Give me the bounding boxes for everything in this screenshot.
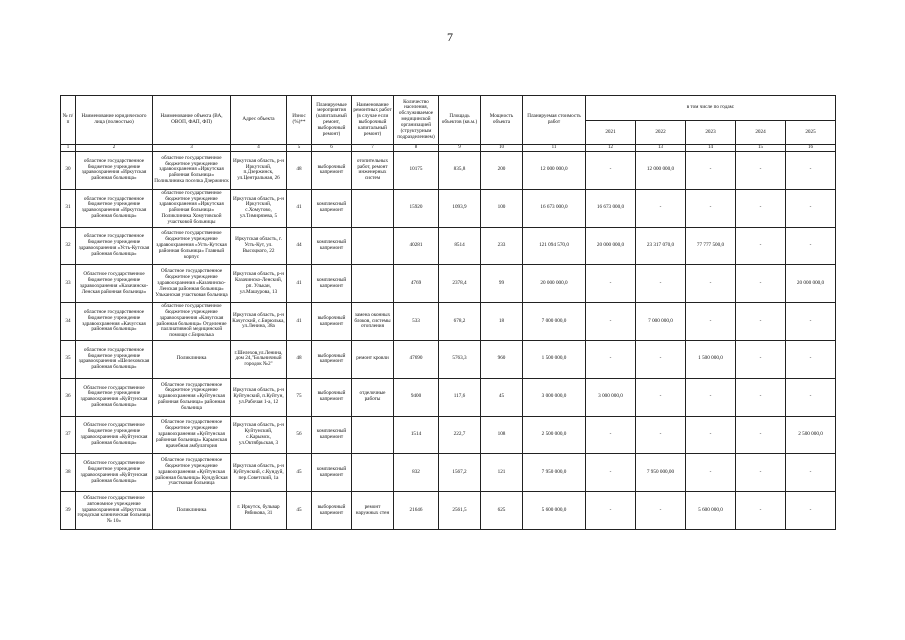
planned-cost: 16 673 000,0 (523, 189, 586, 227)
population: 21646 (394, 492, 439, 530)
object-address: г. Иркутск, бульвар Рябикова, 31 (231, 492, 287, 530)
object-address: Иркутская область, р-н Иркутский, с.Хомутово, ул.Тимирязева, 5 (231, 189, 287, 227)
capacity: 108 (481, 416, 523, 454)
population: 15920 (394, 189, 439, 227)
object-name: областное государственное бюджетное учреждение здравоохранения «Качугская районная больница» Отделение паллиативной медицинской помощи с.Бирюлька (153, 303, 231, 341)
table-row (61, 189, 836, 227)
cost-2022: - (636, 265, 686, 303)
planned-cost: 7 000 000,0 (523, 303, 586, 341)
capacity: 121 (481, 454, 523, 492)
object-address: Иркутская область, г. Усть-Кут, ул. Высоцкого, 22 (231, 227, 287, 265)
cost-2024: - (736, 340, 786, 378)
cost-2025: 20 000 000,0 (786, 265, 836, 303)
wear-percent: 45 (287, 492, 312, 530)
org-name: областное государственное бюджетное учреждение здравоохранения «Усть-Кутская районная больница» (76, 227, 153, 265)
header-year-2024: 2024 (736, 121, 786, 145)
table-row (61, 152, 836, 190)
org-name: Областное государственное бюджетное учреждение здравоохранения «Куйтунская районная больница» (76, 454, 153, 492)
population: 9400 (394, 378, 439, 416)
table-body (61, 152, 836, 530)
planned-measure: выборочный капремонт (312, 152, 352, 190)
row-number: 30 (61, 152, 76, 190)
wear-percent: 45 (287, 454, 312, 492)
cost-2023: 1 500 000,0 (686, 340, 736, 378)
header-years-group: в том числе по годам: (586, 96, 836, 121)
object-address: Иркутская область, р-н Качугский, с.Бирюлька, ул.Ленина, 38а (231, 303, 287, 341)
row-number: 36 (61, 378, 76, 416)
cost-2024: - (736, 416, 786, 454)
cost-2023: - (686, 416, 736, 454)
cost-2023: - (686, 189, 736, 227)
cost-2021: - (586, 454, 636, 492)
population: 533 (394, 303, 439, 341)
cost-2023: - (686, 152, 736, 190)
planned-cost: 12 000 000,0 (523, 152, 586, 190)
object-address: Иркутская область, р-н Куйтунский, п.Куйтун, ул.Рабочая 1-а, 12 (231, 378, 287, 416)
area: 2561,5 (439, 492, 481, 530)
org-name: Областное государственное бюджетное учреждение здравоохранения «Казачинско-Ленская районная больница» (76, 265, 153, 303)
column-number: 4 (231, 145, 287, 152)
wear-percent: 48 (287, 340, 312, 378)
wear-percent: 41 (287, 189, 312, 227)
cost-2021: - (586, 416, 636, 454)
capacity: 200 (481, 152, 523, 190)
cost-2025: - (786, 492, 836, 530)
works-description: замена оконных блоков, системы отопления (352, 303, 394, 341)
table-row (61, 303, 836, 341)
planned-measure: комплексный капремонт (312, 416, 352, 454)
header-area: Площадь объектов (кв.м.) (439, 96, 481, 145)
cost-2022: 12 000 000,0 (636, 152, 686, 190)
population: 832 (394, 454, 439, 492)
header-row-1 (61, 96, 836, 121)
cost-2023: - (686, 378, 736, 416)
planned-measure: комплексный капремонт (312, 227, 352, 265)
works-description: ремонт кровли (352, 340, 394, 378)
planned-cost: 2 500 000,0 (523, 416, 586, 454)
area: 5763,3 (439, 340, 481, 378)
area: 1567,2 (439, 454, 481, 492)
header-year-2021: 2021 (586, 121, 636, 145)
object-name: областное государственное бюджетное учреждение здравоохранения «Иркутская районная больница» Поликлиника поселка Дзержинск (153, 152, 231, 190)
cost-2021: 3 000 000,0 (586, 378, 636, 416)
header-org: Наименование юридического лица (полностью) (76, 96, 153, 145)
cost-2021: - (586, 492, 636, 530)
capacity: 18 (481, 303, 523, 341)
org-name: областное государственное бюджетное учреждение здравоохранения «Иркутская районная больница» (76, 189, 153, 227)
object-name: Областное государственное бюджетное учреждение здравоохранения «Куйтунская районная больница» Кундуйская участковая больница (153, 454, 231, 492)
capacity: 100 (481, 189, 523, 227)
planned-cost: 121 094 570,0 (523, 227, 586, 265)
org-name: областное государственное бюджетное учреждение здравоохранения «Иркутская районная больница» (76, 152, 153, 190)
cost-2021: - (586, 152, 636, 190)
object-name: областное государственное бюджетное учреждение здравоохранения «Иркутская районная больница» Поликлиника Хомутовской участковой больницы (153, 189, 231, 227)
area: 835,8 (439, 152, 481, 190)
column-number-row (61, 145, 836, 152)
works-description: ремонт наружных стен (352, 492, 394, 530)
cost-2023: 5 600 000,0 (686, 492, 736, 530)
population: 10175 (394, 152, 439, 190)
planned-measure: выборочный капремонт (312, 492, 352, 530)
object-address: г.Шелехов,ул.Ленина, дом 24,"Больничный городок №2" (231, 340, 287, 378)
object-address: Иркутская область, р-н Куйтунский, с.Карымск, ул.Октябрьская, 3 (231, 416, 287, 454)
object-address: Иркутская область, р-н Иркутский, п.Дзержинск, ул.Центральная, 26 (231, 152, 287, 190)
object-name: Поликлиника (153, 492, 231, 530)
column-number: 5 (287, 145, 312, 152)
cost-2024: - (736, 303, 786, 341)
cost-2025: - (786, 378, 836, 416)
cost-2022: 7 000 000,0 (636, 303, 686, 341)
header-plan: Планируемые мероприятия (капитальный ремонт, выборочный ремонт) (312, 96, 352, 145)
cost-2024: - (736, 227, 786, 265)
cost-2025: - (786, 152, 836, 190)
works-description: отделочные работы (352, 378, 394, 416)
cost-2025: - (786, 189, 836, 227)
column-number: 16 (786, 145, 836, 152)
column-number: 14 (686, 145, 736, 152)
column-number: 8 (394, 145, 439, 152)
row-number: 37 (61, 416, 76, 454)
column-number: 11 (523, 145, 586, 152)
header-year-2022: 2022 (636, 121, 686, 145)
cost-2021: - (586, 340, 636, 378)
capacity: 99 (481, 265, 523, 303)
object-address: Иркутская область, р-н Куйтунский, с.Кундуй, пер.Советский, 1а (231, 454, 287, 492)
area: 117,6 (439, 378, 481, 416)
table-row (61, 378, 836, 416)
cost-2022: 7 950 000,00 (636, 454, 686, 492)
cost-2025: - (786, 303, 836, 341)
cost-2022: - (636, 340, 686, 378)
header-object: Наименование объекта (ВА, ОВОП, ФАП, ФП) (153, 96, 231, 145)
table-row (61, 340, 836, 378)
area: 1093,9 (439, 189, 481, 227)
cost-2021: - (586, 265, 636, 303)
area: 8514 (439, 227, 481, 265)
population: 1514 (394, 416, 439, 454)
cost-2025: - (786, 340, 836, 378)
planned-measure: выборочный капремонт (312, 340, 352, 378)
header-works: Наименование ремонтных работ (в случае если выборочный капитальный ремонт) (352, 96, 394, 145)
works-description (352, 416, 394, 454)
row-number: 35 (61, 340, 76, 378)
table-row (61, 265, 836, 303)
population: 47690 (394, 340, 439, 378)
wear-percent: 41 (287, 303, 312, 341)
cost-2024: - (736, 265, 786, 303)
cost-2021: - (586, 303, 636, 341)
header-year-2025: 2025 (786, 121, 836, 145)
wear-percent: 48 (287, 152, 312, 190)
cost-2024: - (736, 492, 786, 530)
row-number: 39 (61, 492, 76, 530)
cost-2025: 2 500 000,0 (786, 416, 836, 454)
planned-measure: выборочный капремонт (312, 378, 352, 416)
cost-2022: - (636, 492, 686, 530)
header-year-2023: 2023 (686, 121, 736, 145)
cost-2022: 23 317 070,0 (636, 227, 686, 265)
population: 4769 (394, 265, 439, 303)
cost-2021: 16 673 000,0 (586, 189, 636, 227)
row-number: 33 (61, 265, 76, 303)
header-num: № п/п (61, 96, 76, 145)
wear-percent: 75 (287, 378, 312, 416)
table-row (61, 227, 836, 265)
header-cost: Планируемая стоимость работ (523, 96, 586, 145)
object-name: областное государственное бюджетное учреждение здравоохранения «Усть-Кутская районная больница» Главный корпус (153, 227, 231, 265)
org-name: Областное государственное автономное учреждение здравоохранения «Иркутская городская клиническая больница № 10» (76, 492, 153, 530)
column-number: 15 (736, 145, 786, 152)
header-population: Количество населения, обслуживаемое медицинской организацией (структурным подразделением) (394, 96, 439, 145)
area: 2378,4 (439, 265, 481, 303)
area: 222,7 (439, 416, 481, 454)
capacity: 625 (481, 492, 523, 530)
planned-cost: 20 000 000,0 (523, 265, 586, 303)
table-row (61, 416, 836, 454)
planned-measure: комплексный капремонт (312, 265, 352, 303)
org-name: Областное государственное бюджетное учреждение здравоохранения «Куйтунская районная больница» (76, 378, 153, 416)
works-description (352, 265, 394, 303)
column-number: 13 (636, 145, 686, 152)
column-number: 2 (76, 145, 153, 152)
column-number: 12 (586, 145, 636, 152)
column-number: 10 (481, 145, 523, 152)
wear-percent: 44 (287, 227, 312, 265)
table-row (61, 492, 836, 530)
works-description (352, 189, 394, 227)
row-number: 31 (61, 189, 76, 227)
planned-cost: 3 000 000,0 (523, 378, 586, 416)
cost-2024: - (736, 454, 786, 492)
row-number: 34 (61, 303, 76, 341)
capacity: 960 (481, 340, 523, 378)
cost-2022: - (636, 378, 686, 416)
object-name: Поликлиника (153, 340, 231, 378)
column-number: 9 (439, 145, 481, 152)
capacity: 45 (481, 378, 523, 416)
row-number: 38 (61, 454, 76, 492)
cost-2023: - (686, 265, 736, 303)
column-number: 1 (61, 145, 76, 152)
column-number: 7 (352, 145, 394, 152)
header-wear: Износ (%)** (287, 96, 312, 145)
object-name: Областное государственное бюджетное учреждение здравоохранения «Куйтунская районная больница» Карымская врачебная амбулатория (153, 416, 231, 454)
planned-measure: комплексный капремонт (312, 454, 352, 492)
cost-2025: - (786, 454, 836, 492)
row-number: 32 (61, 227, 76, 265)
capacity: 233 (481, 227, 523, 265)
cost-2023: - (686, 454, 736, 492)
cost-2022: - (636, 189, 686, 227)
cost-2022: - (636, 416, 686, 454)
population: 40281 (394, 227, 439, 265)
wear-percent: 41 (287, 265, 312, 303)
planned-measure: выборочный капремонт (312, 303, 352, 341)
cost-2025: - (786, 227, 836, 265)
org-name: областное государственное бюджетное учреждение здравоохранения «Качугская районная больница» (76, 303, 153, 341)
object-name: Областное государственное бюджетное учреждение здравоохранения «Казачинско-Ленская районная больница» Ульканская участковая больница (153, 265, 231, 303)
table-row (61, 454, 836, 492)
column-number: 3 (153, 145, 231, 152)
works-table (60, 95, 836, 530)
object-address: Иркутская область, р-н Казачинско-Ленский, рп. Улькан, ул.Машурова, 13 (231, 265, 287, 303)
planned-cost: 1 500 000,0 (523, 340, 586, 378)
cost-2023: 77 777 500,0 (686, 227, 736, 265)
works-description (352, 454, 394, 492)
area: 678,2 (439, 303, 481, 341)
header-address: Адрес объекта (231, 96, 287, 145)
wear-percent: 56 (287, 416, 312, 454)
page-number: 7 (447, 30, 453, 44)
cost-2024: - (736, 189, 786, 227)
works-description (352, 227, 394, 265)
planned-measure: комплексный капремонт (312, 189, 352, 227)
cost-2021: 20 000 000,0 (586, 227, 636, 265)
object-name: Областное государственное бюджетное учреждение здравоохранения «Куйтунская районная больница» районная больница (153, 378, 231, 416)
cost-2024: - (736, 378, 786, 416)
org-name: Областное государственное бюджетное учреждение здравоохранения «Куйтунская районная больница» (76, 416, 153, 454)
planned-cost: 5 600 000,0 (523, 492, 586, 530)
planned-cost: 7 950 000,0 (523, 454, 586, 492)
header-capacity: Мощность объекта (481, 96, 523, 145)
works-description: отопительных работ, ремонт инженерных систем (352, 152, 394, 190)
cost-2024: - (736, 152, 786, 190)
cost-2023: - (686, 303, 736, 341)
column-number: 6 (312, 145, 352, 152)
org-name: областное государственное бюджетное учреждение здравоохранения «Шелеховская районная больница» (76, 340, 153, 378)
